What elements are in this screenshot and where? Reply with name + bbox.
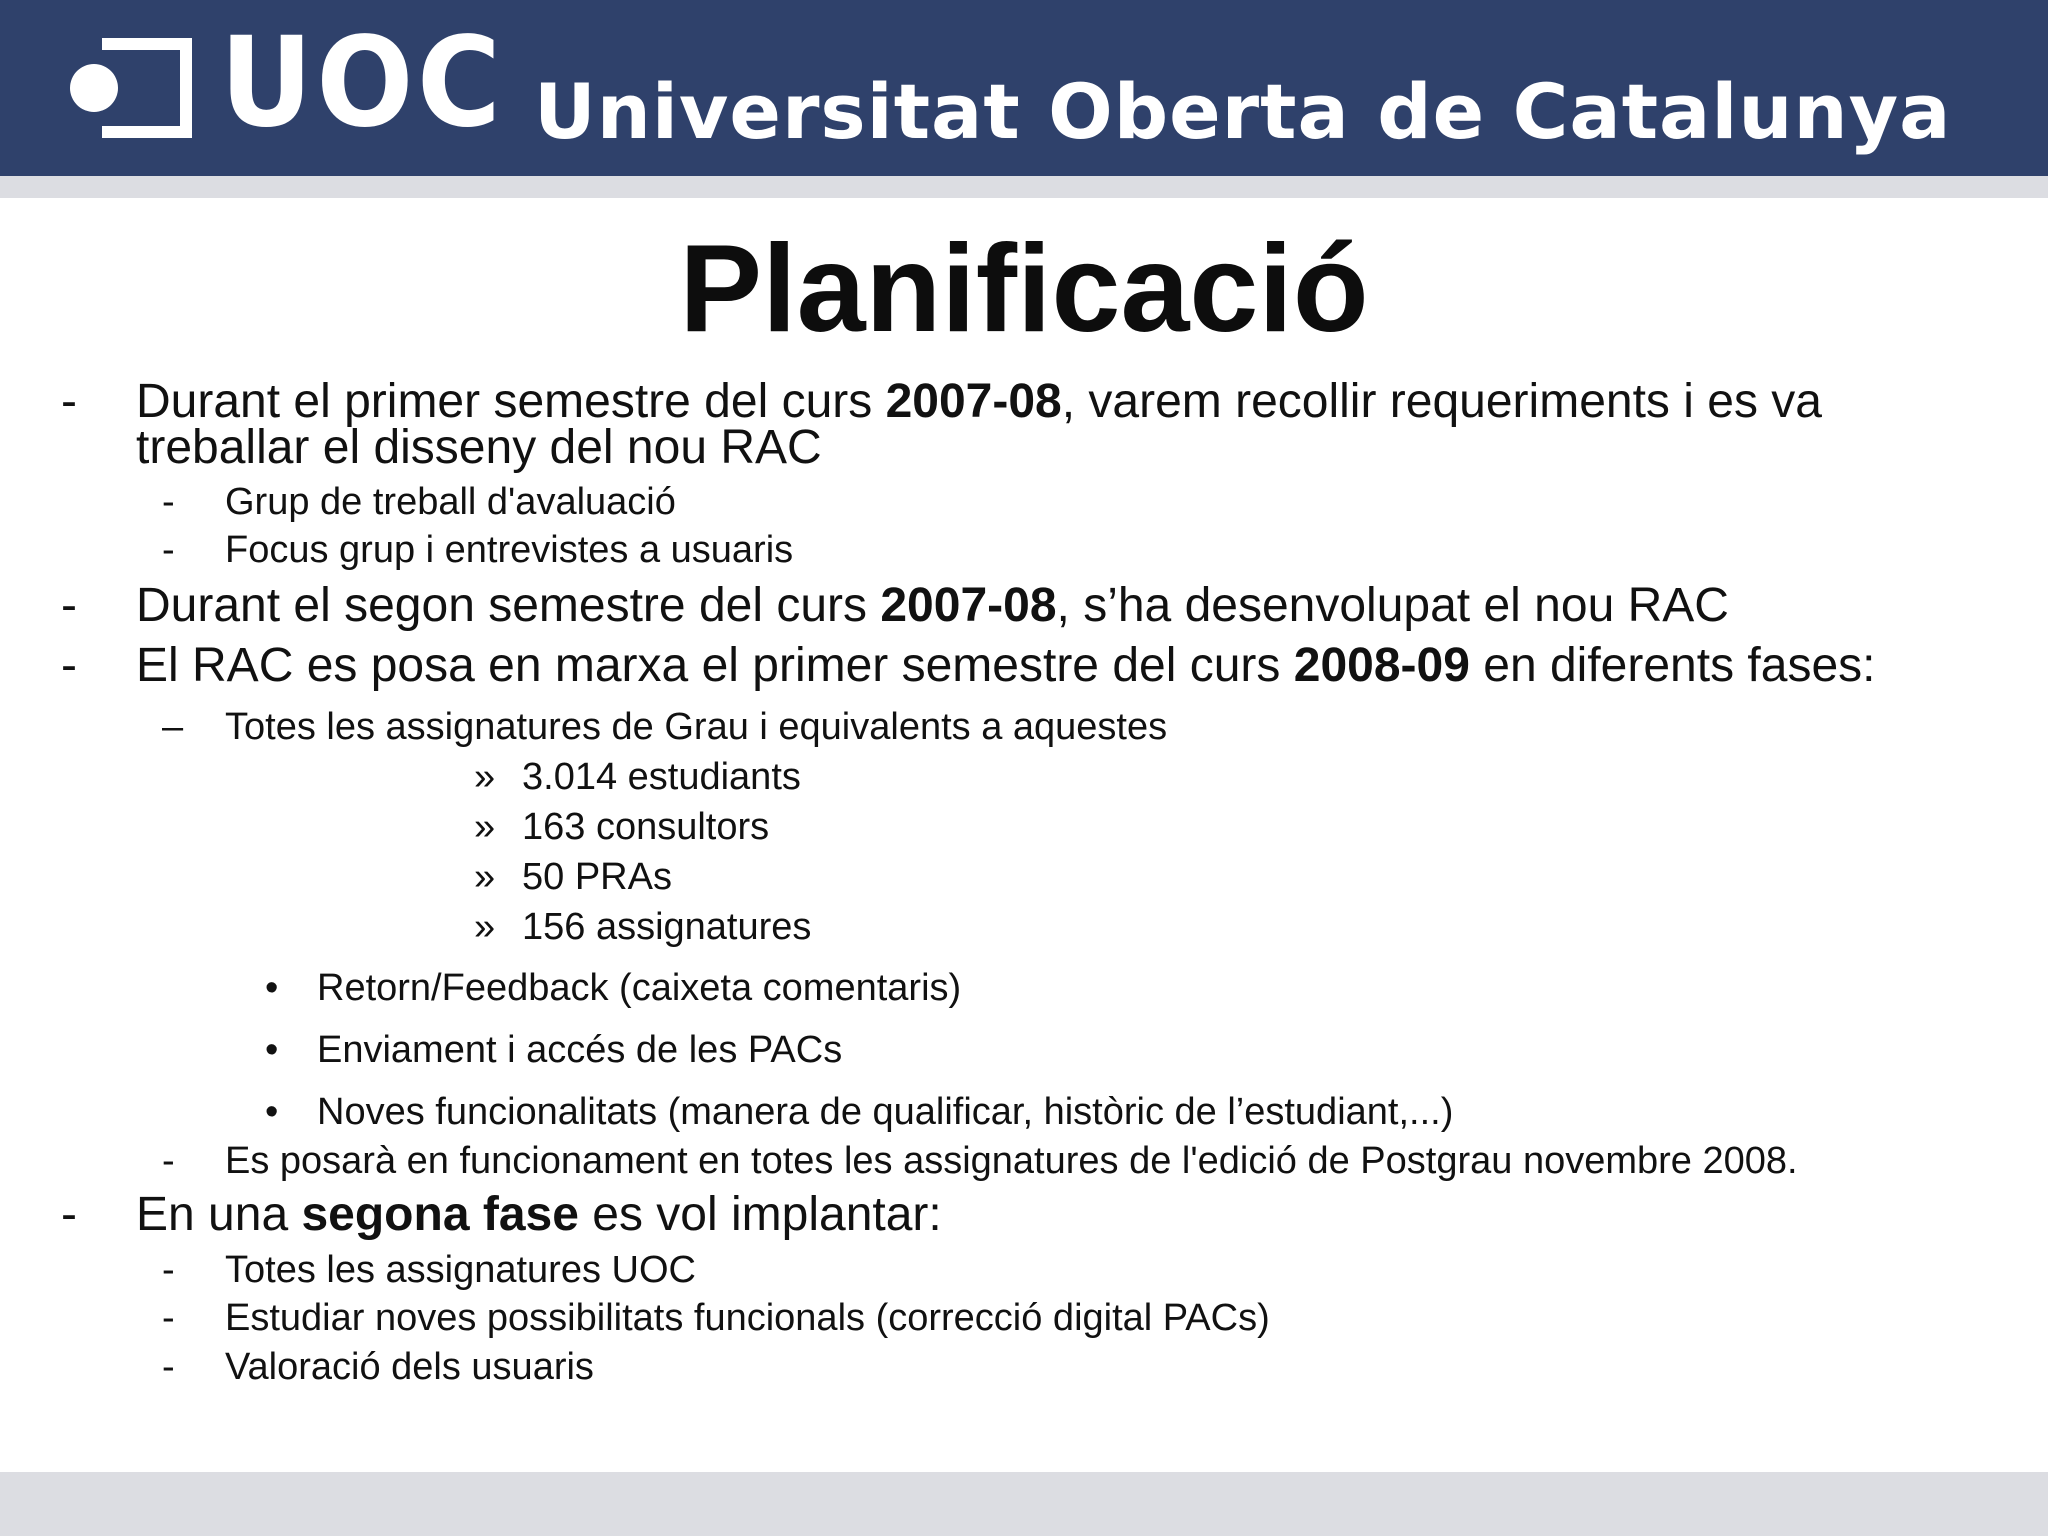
list-item: – Totes les assignatures de Grau i equivalents a aquestes <box>162 706 1168 748</box>
list-item: - Durant el segon semestre del curs 2007-08, s’ha desenvolupat el nou RAC <box>61 579 1729 632</box>
bullet-marker: » <box>474 806 496 848</box>
list-item: - Grup de treball d'avaluació <box>162 481 676 523</box>
header-divider <box>0 176 2048 198</box>
bullet-marker: - <box>162 481 175 523</box>
list-item: • Noves funcionalitats (manera de qualificar, històric de l’estudiant,...) <box>265 1091 1454 1133</box>
bullet-marker: - <box>162 1140 175 1182</box>
list-item: • Enviament i accés de les PACs <box>265 1029 843 1071</box>
bullet-marker: - <box>61 375 77 428</box>
bullet-marker: • <box>265 967 279 1009</box>
list-item: » 50 PRAs <box>474 856 672 898</box>
bullet-marker: - <box>162 1297 175 1339</box>
bullet-marker: - <box>162 1346 175 1388</box>
bullet-marker: » <box>474 906 496 948</box>
uoc-logo-icon <box>64 36 194 145</box>
list-item: - Estudiar noves possibilitats funcionals (correcció digital PACs) <box>162 1297 1270 1339</box>
bullet-marker: • <box>265 1029 279 1071</box>
university-name: Universitat Oberta de Catalunya <box>534 67 1952 156</box>
list-item: » 156 assignatures <box>474 906 812 948</box>
list-item: - Es posarà en funcionament en totes les assignatures de l'edició de Postgrau novembre 2008. <box>162 1140 1798 1182</box>
bullet-marker: - <box>61 579 77 632</box>
bullet-marker: - <box>61 1188 77 1241</box>
logo-letters: UOC <box>220 11 505 155</box>
list-item: » 3.014 estudiants <box>474 756 801 798</box>
list-item: - Durant el primer semestre del curs 2007-08, varem recollir requeriments i es va <box>61 375 1822 428</box>
footer-band <box>0 1472 2048 1536</box>
bullet-marker: – <box>162 706 184 748</box>
list-item: - El RAC es posa en marxa el primer semestre del curs 2008-09 en diferents fases: <box>61 639 1876 692</box>
list-item-continuation: treballar el disseny del nou RAC <box>136 421 822 474</box>
slide-title: Planificació <box>679 220 1369 358</box>
list-item: • Retorn/Feedback (caixeta comentaris) <box>265 967 962 1009</box>
bullet-marker: - <box>162 1249 175 1291</box>
list-item: » 163 consultors <box>474 806 770 848</box>
list-item: - Focus grup i entrevistes a usuaris <box>162 529 794 571</box>
bullet-marker: - <box>162 529 175 571</box>
bullet-marker: » <box>474 756 496 798</box>
list-item: - Totes les assignatures UOC <box>162 1249 696 1291</box>
bullet-marker: » <box>474 856 496 898</box>
list-item: - En una segona fase es vol implantar: <box>61 1188 942 1241</box>
bullet-marker: - <box>61 639 77 692</box>
list-item: - Valoració dels usuaris <box>162 1346 594 1388</box>
bullet-marker: • <box>265 1091 279 1133</box>
